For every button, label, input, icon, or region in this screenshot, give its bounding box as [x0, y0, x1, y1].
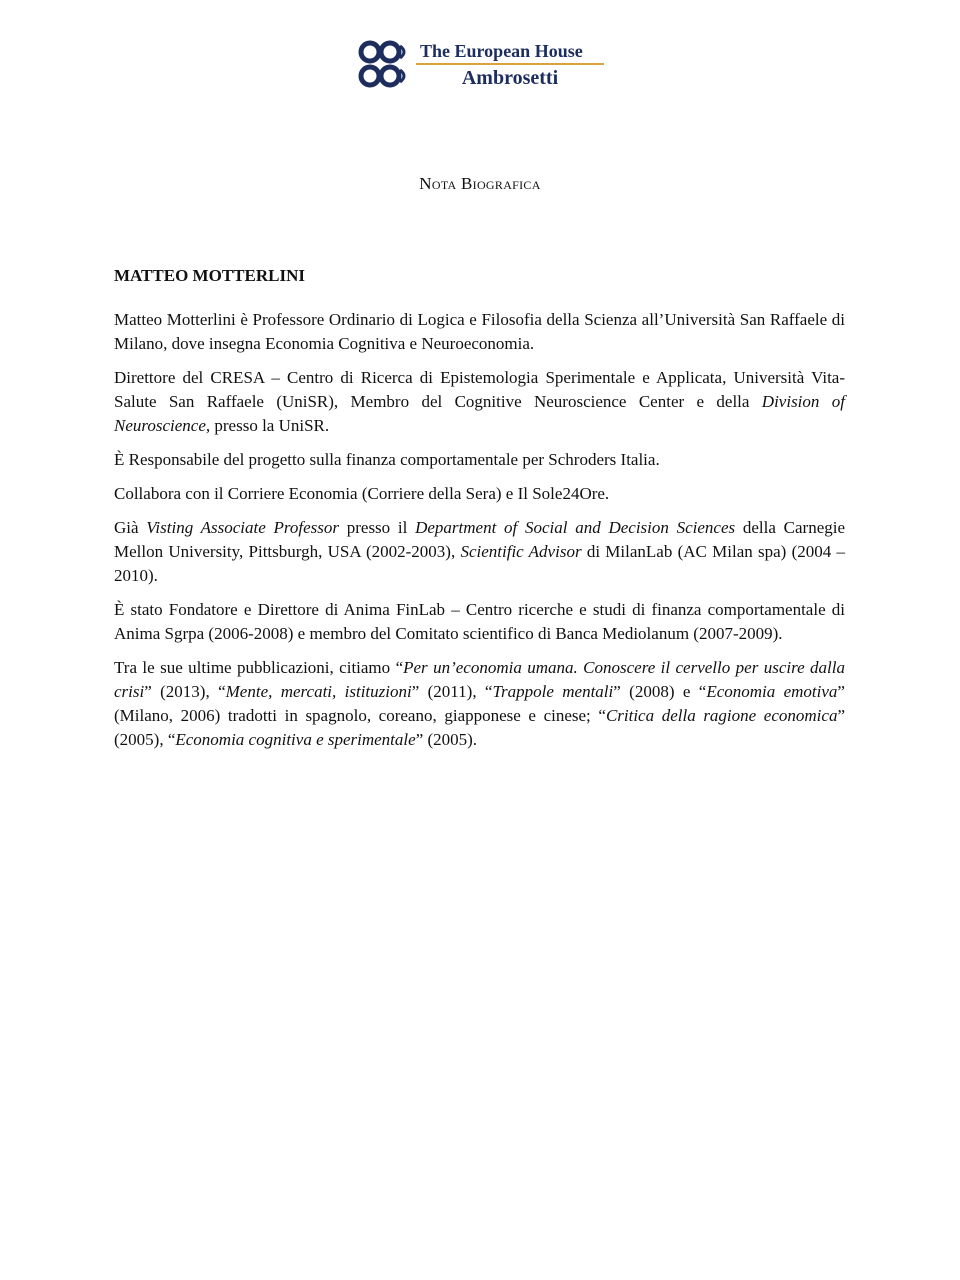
p7-italic-4: Economia emotiva [706, 682, 838, 701]
p2-text-b: , presso la UniSR. [205, 416, 330, 435]
paragraph-4 [114, 482, 845, 506]
p2-text-a: Direttore del CRESA – Centro di Ricerca di Epistemologia Sperimentale e Applicata, Università Vita-Salute San Raffaele (UniSR), Membro del Cognitive Neuroscience Center e della [114, 368, 845, 411]
p6-text: È stato Fondatore e Direttore di Anima FinLab – Centro ricerche e studi di finanza comportamentale di Anima Sgrpa (2006-2008) e membro del Comitato scientifico di Banca Mediolanum (2007-2009). [114, 600, 845, 643]
p5-text-b: presso il [339, 518, 416, 537]
logo-line-1: The European House [420, 40, 583, 61]
p7-text-d: ” (2008) e “ [613, 682, 707, 701]
p5-italic-2: Department of Social and Decision Sciences [415, 518, 736, 537]
p5-text-d: di MilanLab (AC Milan spa) (2004 – 2010). [114, 542, 845, 585]
paragraph-7 [114, 656, 845, 752]
p7-text-b: ” (2013), “ [144, 682, 226, 701]
p5-italic-3: Scientific Advisor [460, 542, 582, 561]
page-header [356, 38, 604, 90]
p2-italic-1: Division of Neuroscience [114, 392, 845, 435]
paragraph-3 [114, 448, 845, 472]
p7-italic-2: Mente, mercati, istituzioni [225, 682, 412, 701]
paragraph-6 [114, 598, 845, 646]
p7-text-g: ” (2005). [415, 730, 478, 749]
p7-italic-1: Per un’economia umana. Conoscere il cervello per uscire dalla crisi [114, 658, 845, 701]
p7-text-a: Tra le sue ultime pubblicazioni, citiamo “ [114, 658, 404, 677]
document-body [114, 264, 845, 762]
p7-text-c: ” (2011), “ [411, 682, 493, 701]
p5-text-c: della Carnegie Mellon University, Pittsburgh, USA (2002-2003), [114, 518, 846, 561]
p7-italic-3: Trappole mentali [492, 682, 614, 701]
p3-text: È Responsabile del progetto sulla finanza comportamentale per Schroders Italia. [114, 450, 660, 469]
p7-italic-6: Economia cognitiva e sperimentale [175, 730, 416, 749]
person-name: MATTEO MOTTERLINI [114, 266, 305, 285]
p5-text-a: Già [114, 518, 147, 537]
document-title: Nota Biografica [419, 174, 541, 193]
paragraph-5 [114, 516, 845, 588]
p1-text: Matteo Motterlini è Professore Ordinario di Logica e Filosofia della Scienza all’Università San Raffaele di Milano, dove insegna Economia Cognitiva e Neuroeconomia. [114, 310, 845, 353]
p7-text-f: ” (2005), “ [114, 706, 845, 749]
p7-text-e: ” (Milano, 2006) tradotti in spagnolo, coreano, giapponese e cinese; “ [114, 682, 845, 725]
logo-wordmark [416, 40, 604, 89]
ambrosetti-logo-icon [356, 38, 412, 90]
logo-line-2: Ambrosetti [461, 66, 559, 89]
p7-italic-5: Critica della ragione economica [605, 706, 838, 725]
p4-text: Collabora con il Corriere Economia (Corriere della Sera) e Il Sole24Ore. [114, 484, 610, 503]
paragraph-2 [114, 366, 845, 438]
p5-italic-1: Visting Associate Professor [146, 518, 339, 537]
logo-divider [416, 63, 604, 65]
paragraph-1 [114, 308, 845, 356]
